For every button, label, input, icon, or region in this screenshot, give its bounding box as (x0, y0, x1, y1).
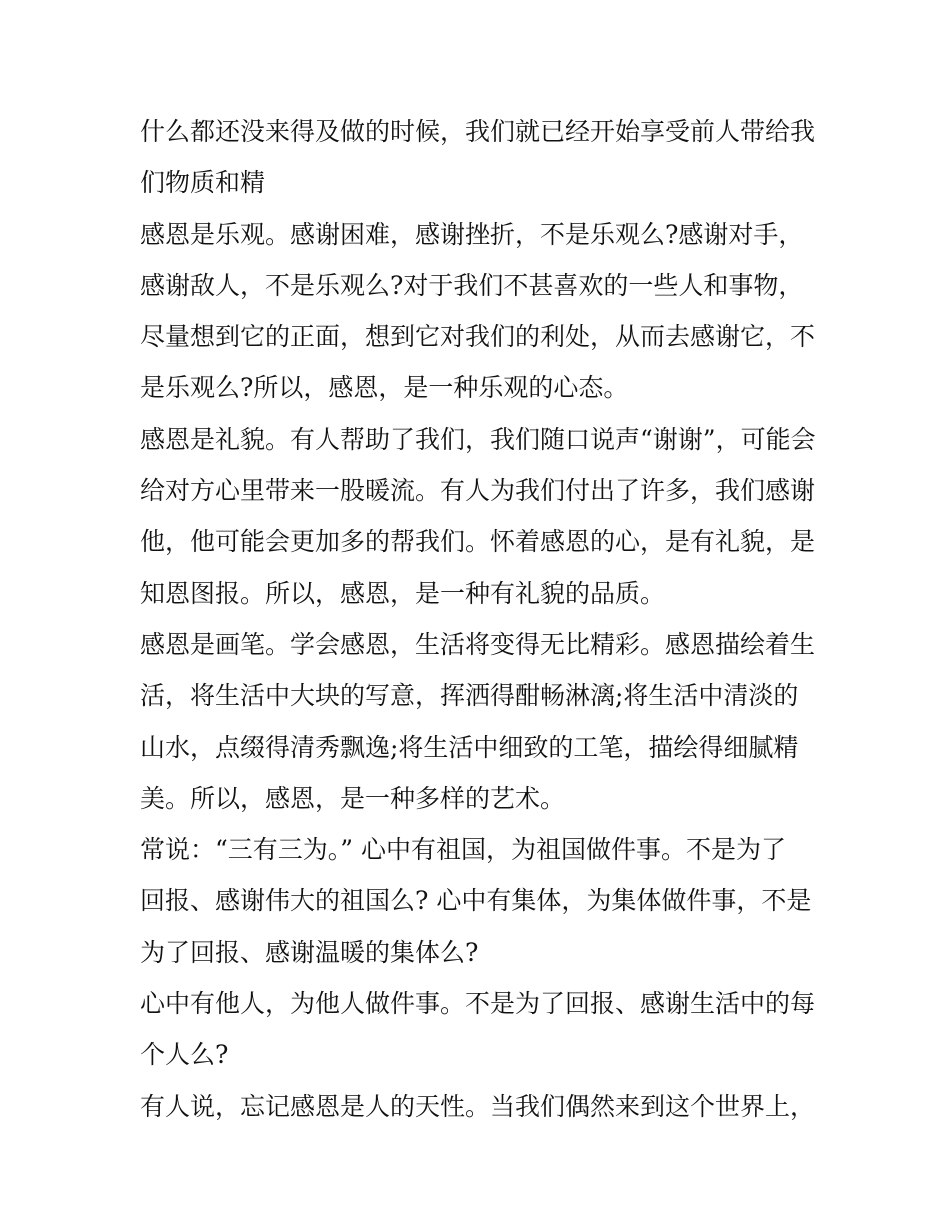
text-line: 给对方心里带来一股暖流。有人为我们付出了许多，我们感谢 (140, 476, 816, 506)
text-line: 个人么? (140, 1040, 229, 1070)
document-body (140, 106, 820, 1132)
text-line: 他，他可能会更加多的帮我们。怀着感恩的心，是有礼貌，是 (140, 527, 816, 557)
text-line: 是乐观么?所以，感恩，是一种乐观的心态。 (140, 373, 629, 403)
text-line: 心中有他人，为他人做件事。不是为了回报、感谢生活中的每 (140, 989, 816, 1019)
text-line: 感恩是画笔。学会感恩，生活将变得无比精彩。感恩描绘着生 (140, 629, 816, 659)
text-line: 什么都还没来得及做的时候，我们就已经开始享受前人带给我 (140, 117, 816, 146)
text-line: 山水，点缀得清秀飘逸;将生活中细致的工笔，描绘得细腻精 (140, 732, 799, 762)
text-line: 活，将生活中大块的写意，挥洒得酣畅淋漓;将生活中清淡的 (140, 681, 799, 711)
text-line: 感谢敌人，不是乐观么?对于我们不甚喜欢的一些人和事物， (140, 270, 804, 300)
text-line: 有人说，忘记感恩是人的天性。当我们偶然来到这个世界上， (140, 1091, 816, 1121)
text-line: 回报、感谢伟大的祖国么? 心中有集体，为集体做件事，不是 (140, 886, 812, 916)
text-line: 美。所以，感恩，是一种多样的艺术。 (140, 783, 566, 813)
text-line: 为了回报、感谢温暖的集体么? (140, 937, 479, 967)
text-line: 感恩是乐观。感谢困难，感谢挫折，不是乐观么?感谢对手， (140, 219, 804, 249)
text-line: 感恩是礼貌。有人帮助了我们，我们随口说声“谢谢”，可能会 (140, 424, 816, 454)
text-line: 们物质和精 (140, 168, 266, 198)
text-line: 知恩图报。所以，感恩，是一种有礼貌的品质。 (140, 578, 666, 608)
text-line: 常说：“三有三为。” 心中有祖国，为祖国做件事。不是为了 (140, 835, 787, 865)
text-line: 尽量想到它的正面，想到它对我们的利处，从而去感谢它，不 (140, 322, 816, 352)
